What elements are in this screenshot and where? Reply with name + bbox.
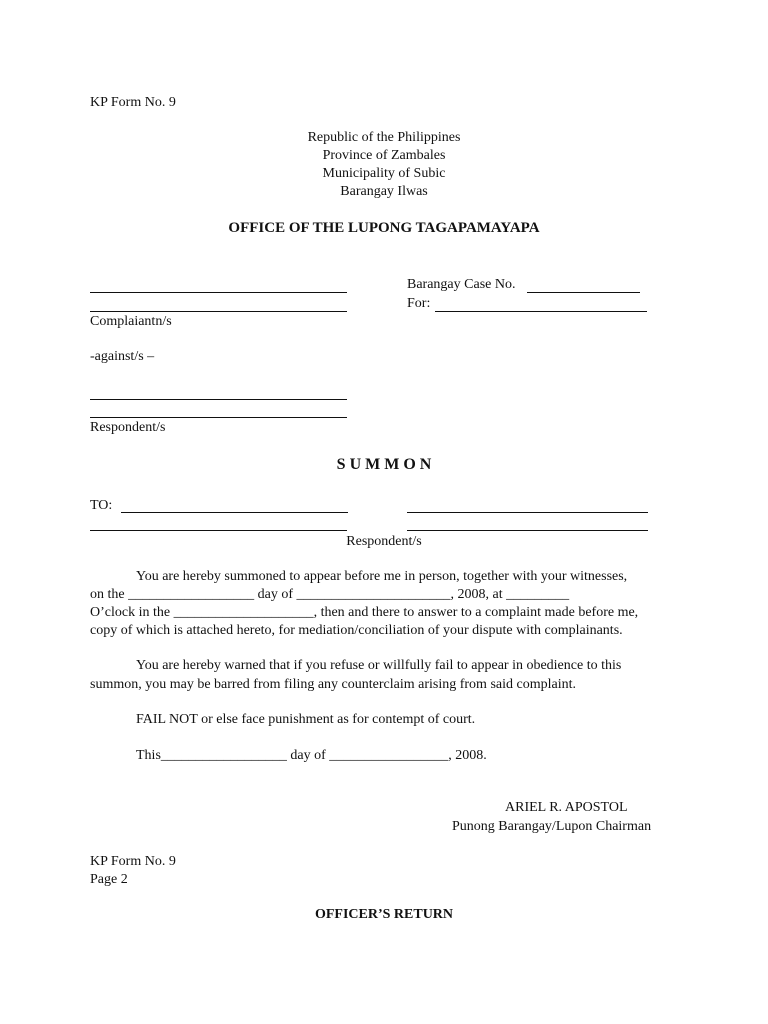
complainant-label: Complaiantn/s — [90, 314, 172, 329]
summon-title: S U M M O N — [336, 456, 432, 473]
to-respondent-label: Respondent/s — [346, 534, 422, 549]
signatory-name: ARIEL R. APOSTOL — [505, 800, 628, 815]
to-blank-2 — [407, 512, 648, 513]
to-blank-1 — [121, 512, 348, 513]
summon-para-1-line-2: on the __________________ day of ______________________, 2008, at _________ — [90, 587, 570, 602]
case-number-label: Barangay Case No. — [407, 277, 516, 292]
respondent-label: Respondent/s — [90, 420, 166, 435]
page-number: Page 2 — [90, 872, 128, 887]
gov-line-barangay: Barangay Ilwas — [340, 184, 428, 199]
complainant-line-1 — [90, 292, 347, 293]
case-number-blank — [527, 292, 640, 293]
summon-para-3: FAIL NOT or else face punishment as for contempt of court. — [136, 712, 476, 727]
form-number: KP Form No. 9 — [90, 95, 176, 110]
page2-form-number: KP Form No. 9 — [90, 854, 176, 869]
officers-return-heading: OFFICER’S RETURN — [314, 907, 454, 922]
to-blank-4 — [407, 530, 648, 531]
gov-line-municipality: Municipality of Subic — [322, 166, 446, 181]
complainant-line-2 — [90, 311, 347, 312]
for-label: For: — [407, 296, 431, 311]
summon-para-1-line-1: You are hereby summoned to appear before me in person, together with your witnesses, — [136, 569, 628, 584]
against-text: -against/s – — [90, 349, 155, 364]
summon-para-2-line-1: You are hereby warned that if you refuse or willfully fail to appear in obedience to this — [136, 658, 622, 673]
to-blank-3 — [90, 530, 347, 531]
summon-para-1-line-4: copy of which is attached hereto, for mediation/conciliation of your dispute with complainants. — [90, 623, 623, 638]
signatory-title: Punong Barangay/Lupon Chairman — [452, 819, 652, 834]
summon-para-2-line-2: summon, you may be barred from filing any counterclaim arising from said complaint. — [90, 677, 576, 692]
office-title: OFFICE OF THE LUPONG TAGAPAMAYAPA — [228, 220, 540, 236]
respondent-line-2 — [90, 417, 347, 418]
gov-line-republic: Republic of the Philippines — [307, 130, 461, 145]
summon-para-1-line-3: O’clock in the ____________________, then and there to answer to a complaint made before me, — [90, 605, 639, 620]
gov-line-province: Province of Zambales — [322, 148, 446, 163]
respondent-line-1 — [90, 399, 347, 400]
date-line: This__________________ day of _________________, 2008. — [136, 748, 487, 763]
for-blank — [435, 311, 647, 312]
to-label: TO: — [90, 498, 113, 513]
